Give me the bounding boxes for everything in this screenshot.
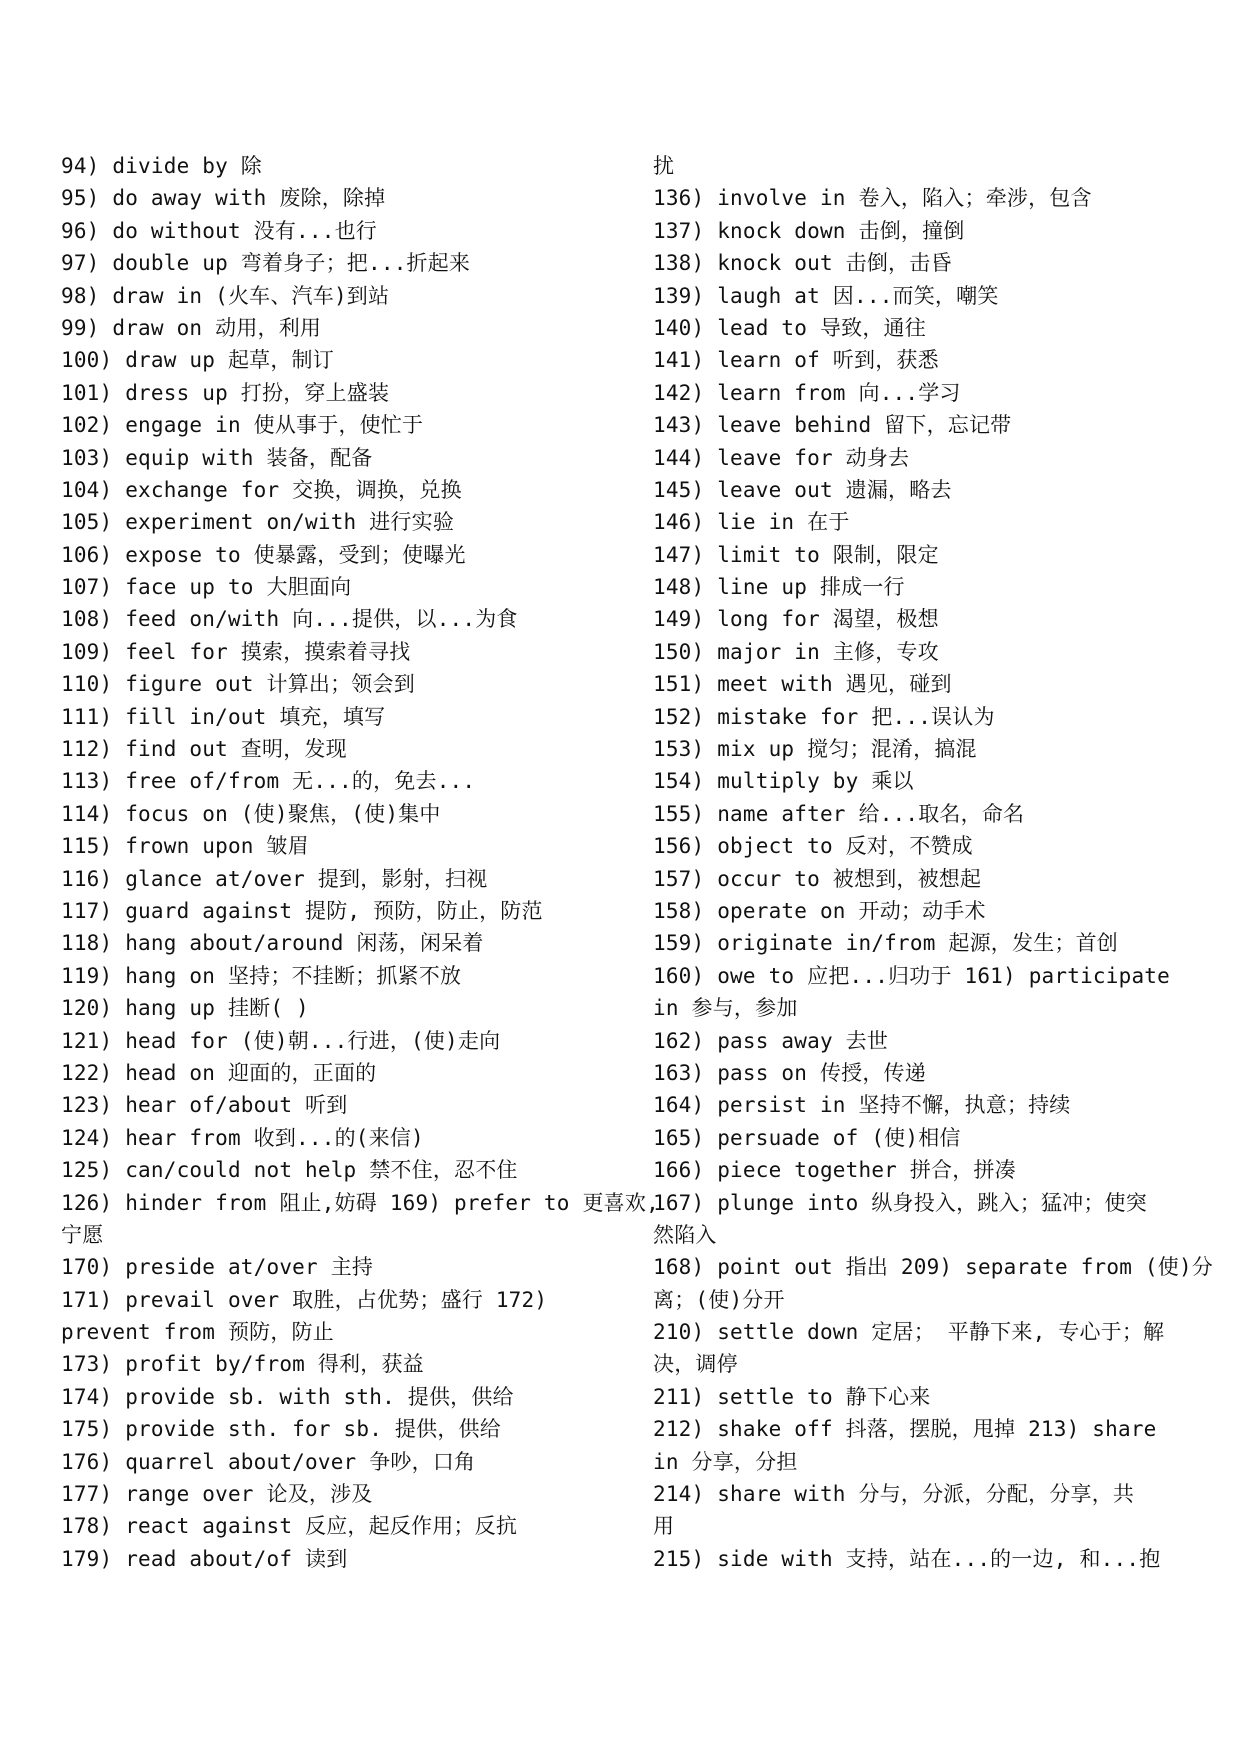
phrase-line: 用: [653, 1514, 675, 1539]
phrase-line: 122) head on 迎面的，正面的: [61, 1060, 377, 1085]
phrase-line: 112) find out 查明，发现: [61, 737, 347, 762]
phrase-line: 108) feed on/with 向...提供，以...为食: [61, 607, 518, 632]
phrase-line: 100) draw up 起草，制订: [61, 348, 334, 373]
phrase-line: 120) hang up 挂断( ): [61, 996, 309, 1021]
phrase-line: 104) exchange for 交换，调换，兑换: [61, 477, 462, 502]
phrase-line: 158) operate on 开动；动手术: [653, 898, 986, 923]
right-column: [653, 150, 1213, 1575]
phrase-line: 141) learn of 听到，获悉: [653, 348, 939, 373]
phrase-line: 157) occur to 被想到，被想起: [653, 866, 982, 891]
phrase-line: 162) pass away 去世: [653, 1028, 889, 1053]
phrase-line: 138) knock out 击倒，击昏: [653, 251, 952, 276]
phrase-line: 101) dress up 打扮，穿上盛装: [61, 380, 390, 405]
phrase-line: 142) learn from 向...学习: [653, 380, 961, 405]
phrase-line: 离；(使)分开: [653, 1287, 785, 1312]
phrase-line: 174) provide sb. with sth. 提供，供给: [61, 1384, 514, 1409]
phrase-line: 146) lie in 在于: [653, 510, 850, 535]
phrase-line: 154) multiply by 乘以: [653, 769, 914, 794]
phrase-line: 106) expose to 使暴露，受到；使曝光: [61, 542, 466, 567]
phrase-line: 160) owe to 应把...归功于 161) participate: [653, 963, 1170, 988]
phrase-line: 105) experiment on/with 进行实验: [61, 510, 455, 535]
phrase-line: 136) involve in 卷入，陷入；牵涉，包含: [653, 186, 1092, 211]
phrase-line: 94) divide by 除: [61, 154, 263, 178]
phrase-line: 97) double up 弯着身子；把...折起来: [61, 251, 471, 276]
phrase-line: 扰: [653, 154, 675, 178]
phrase-line: 147) limit to 限制，限定: [653, 542, 939, 567]
phrase-line: 151) meet with 遇见，碰到: [653, 672, 952, 697]
phrase-line: 然陷入: [653, 1222, 717, 1247]
phrase-line: 210) settle down 定居； 平静下来, 专心于；解: [653, 1320, 1165, 1345]
phrase-line: 95) do away with 废除，除掉: [61, 186, 386, 211]
phrase-line: 212) shake off 抖落，摆脱，甩掉 213) share: [653, 1417, 1157, 1442]
phrase-line: 150) major in 主修，专攻: [653, 639, 939, 664]
phrase-line: 109) feel for 摸索，摸索着寻找: [61, 639, 411, 664]
phrase-line: 214) share with 分与，分派，分配，分享，共: [653, 1482, 1135, 1507]
phrase-line: 107) face up to 大胆面向: [61, 575, 352, 600]
phrase-line: 110) figure out 计算出；领会到: [61, 672, 415, 697]
phrase-line: 118) hang about/around 闲荡，闲呆着: [61, 931, 484, 956]
phrase-line: 149) long for 渴望，极想: [653, 607, 939, 632]
phrase-line: 125) can/could not help 禁不住，忍不住: [61, 1158, 518, 1183]
phrase-line: 175) provide sth. for sb. 提供，供给: [61, 1417, 501, 1442]
phrase-line: 103) equip with 装备，配备: [61, 445, 373, 470]
left-column: [61, 150, 659, 1575]
phrase-line: 164) persist in 坚持不懈，执意；持续: [653, 1093, 1071, 1118]
phrase-line: 123) hear of/about 听到: [61, 1093, 348, 1118]
phrase-line: 117) guard against 提防, 预防，防止，防范: [61, 898, 543, 923]
phrase-line: 111) fill in/out 填充，填写: [61, 704, 386, 729]
phrase-line: 115) frown upon 皱眉: [61, 834, 309, 859]
phrase-line: 143) leave behind 留下，忘记带: [653, 413, 1012, 438]
phrase-line: 126) hinder from 阻止,妨碍 169) prefer to 更喜欢,: [61, 1190, 659, 1215]
phrase-line: 144) leave for 动身去: [653, 445, 910, 470]
phrase-line: 173) profit by/from 得利，获益: [61, 1352, 424, 1377]
phrase-line: 99) draw on 动用，利用: [61, 315, 322, 340]
phrase-line: 121) head for (使)朝...行进，(使)走向: [61, 1028, 501, 1053]
phrase-line: 102) engage in 使从事于，使忙于: [61, 413, 424, 438]
phrase-line: 137) knock down 击倒，撞倒: [653, 218, 965, 243]
phrase-line: 113) free of/from 无...的，免去...: [61, 769, 476, 794]
phrase-line: 171) prevail over 取胜，占优势；盛行 172): [61, 1287, 548, 1312]
phrase-line: 决，调停: [653, 1352, 738, 1377]
phrase-line: 170) preside at/over 主持: [61, 1255, 374, 1280]
phrase-line: 163) pass on 传授，传递: [653, 1060, 926, 1085]
phrase-line: 168) point out 指出 209) separate from (使)分: [653, 1255, 1213, 1280]
phrase-line: in 分享，分担: [653, 1449, 798, 1474]
phrase-line: 165) persuade of (使)相信: [653, 1125, 961, 1150]
phrase-line: 211) settle to 静下心来: [653, 1384, 931, 1409]
phrase-line: 215) side with 支持，站在...的一边, 和...抱: [653, 1546, 1161, 1571]
phrase-line: in 参与，参加: [653, 996, 798, 1021]
phrase-line: 119) hang on 坚持；不挂断；抓紧不放: [61, 963, 462, 988]
phrase-line: 166) piece together 拼合，拼凑: [653, 1158, 1016, 1183]
phrase-line: 116) glance at/over 提到，影射，扫视: [61, 866, 488, 891]
phrase-line: 159) originate in/from 起源，发生；首创: [653, 931, 1118, 956]
phrase-line: 98) draw in (火车、汽车)到站: [61, 283, 390, 308]
phrase-line: 176) quarrel about/over 争吵，口角: [61, 1449, 476, 1474]
phrase-line: 152) mistake for 把...误认为: [653, 704, 995, 729]
phrase-line: 153) mix up 搅匀；混淆，搞混: [653, 737, 977, 762]
phrase-line: 177) range over 论及，涉及: [61, 1482, 373, 1507]
phrase-line: 140) lead to 导致，通往: [653, 315, 926, 340]
phrase-line: 167) plunge into 纵身投入，跳入；猛冲；使突: [653, 1190, 1147, 1215]
phrase-line: 148) line up 排成一行: [653, 575, 905, 600]
phrase-line: 145) leave out 遗漏，略去: [653, 477, 952, 502]
phrase-line: prevent from 预防，防止: [61, 1320, 334, 1345]
phrase-line: 96) do without 没有...也行: [61, 218, 377, 243]
phrase-line: 156) object to 反对，不赞成: [653, 834, 973, 859]
phrase-line: 124) hear from 收到...的(来信): [61, 1125, 424, 1150]
phrase-line: 178) react against 反应，起反作用；反抗: [61, 1514, 518, 1539]
phrase-line: 114) focus on (使)聚焦，(使)集中: [61, 801, 441, 826]
phrase-line: 宁愿: [61, 1222, 104, 1247]
phrase-line: 155) name after 给...取名，命名: [653, 801, 1025, 826]
phrase-line: 139) laugh at 因...而笑，嘲笑: [653, 283, 999, 308]
phrase-line: 179) read about/of 读到: [61, 1546, 348, 1571]
